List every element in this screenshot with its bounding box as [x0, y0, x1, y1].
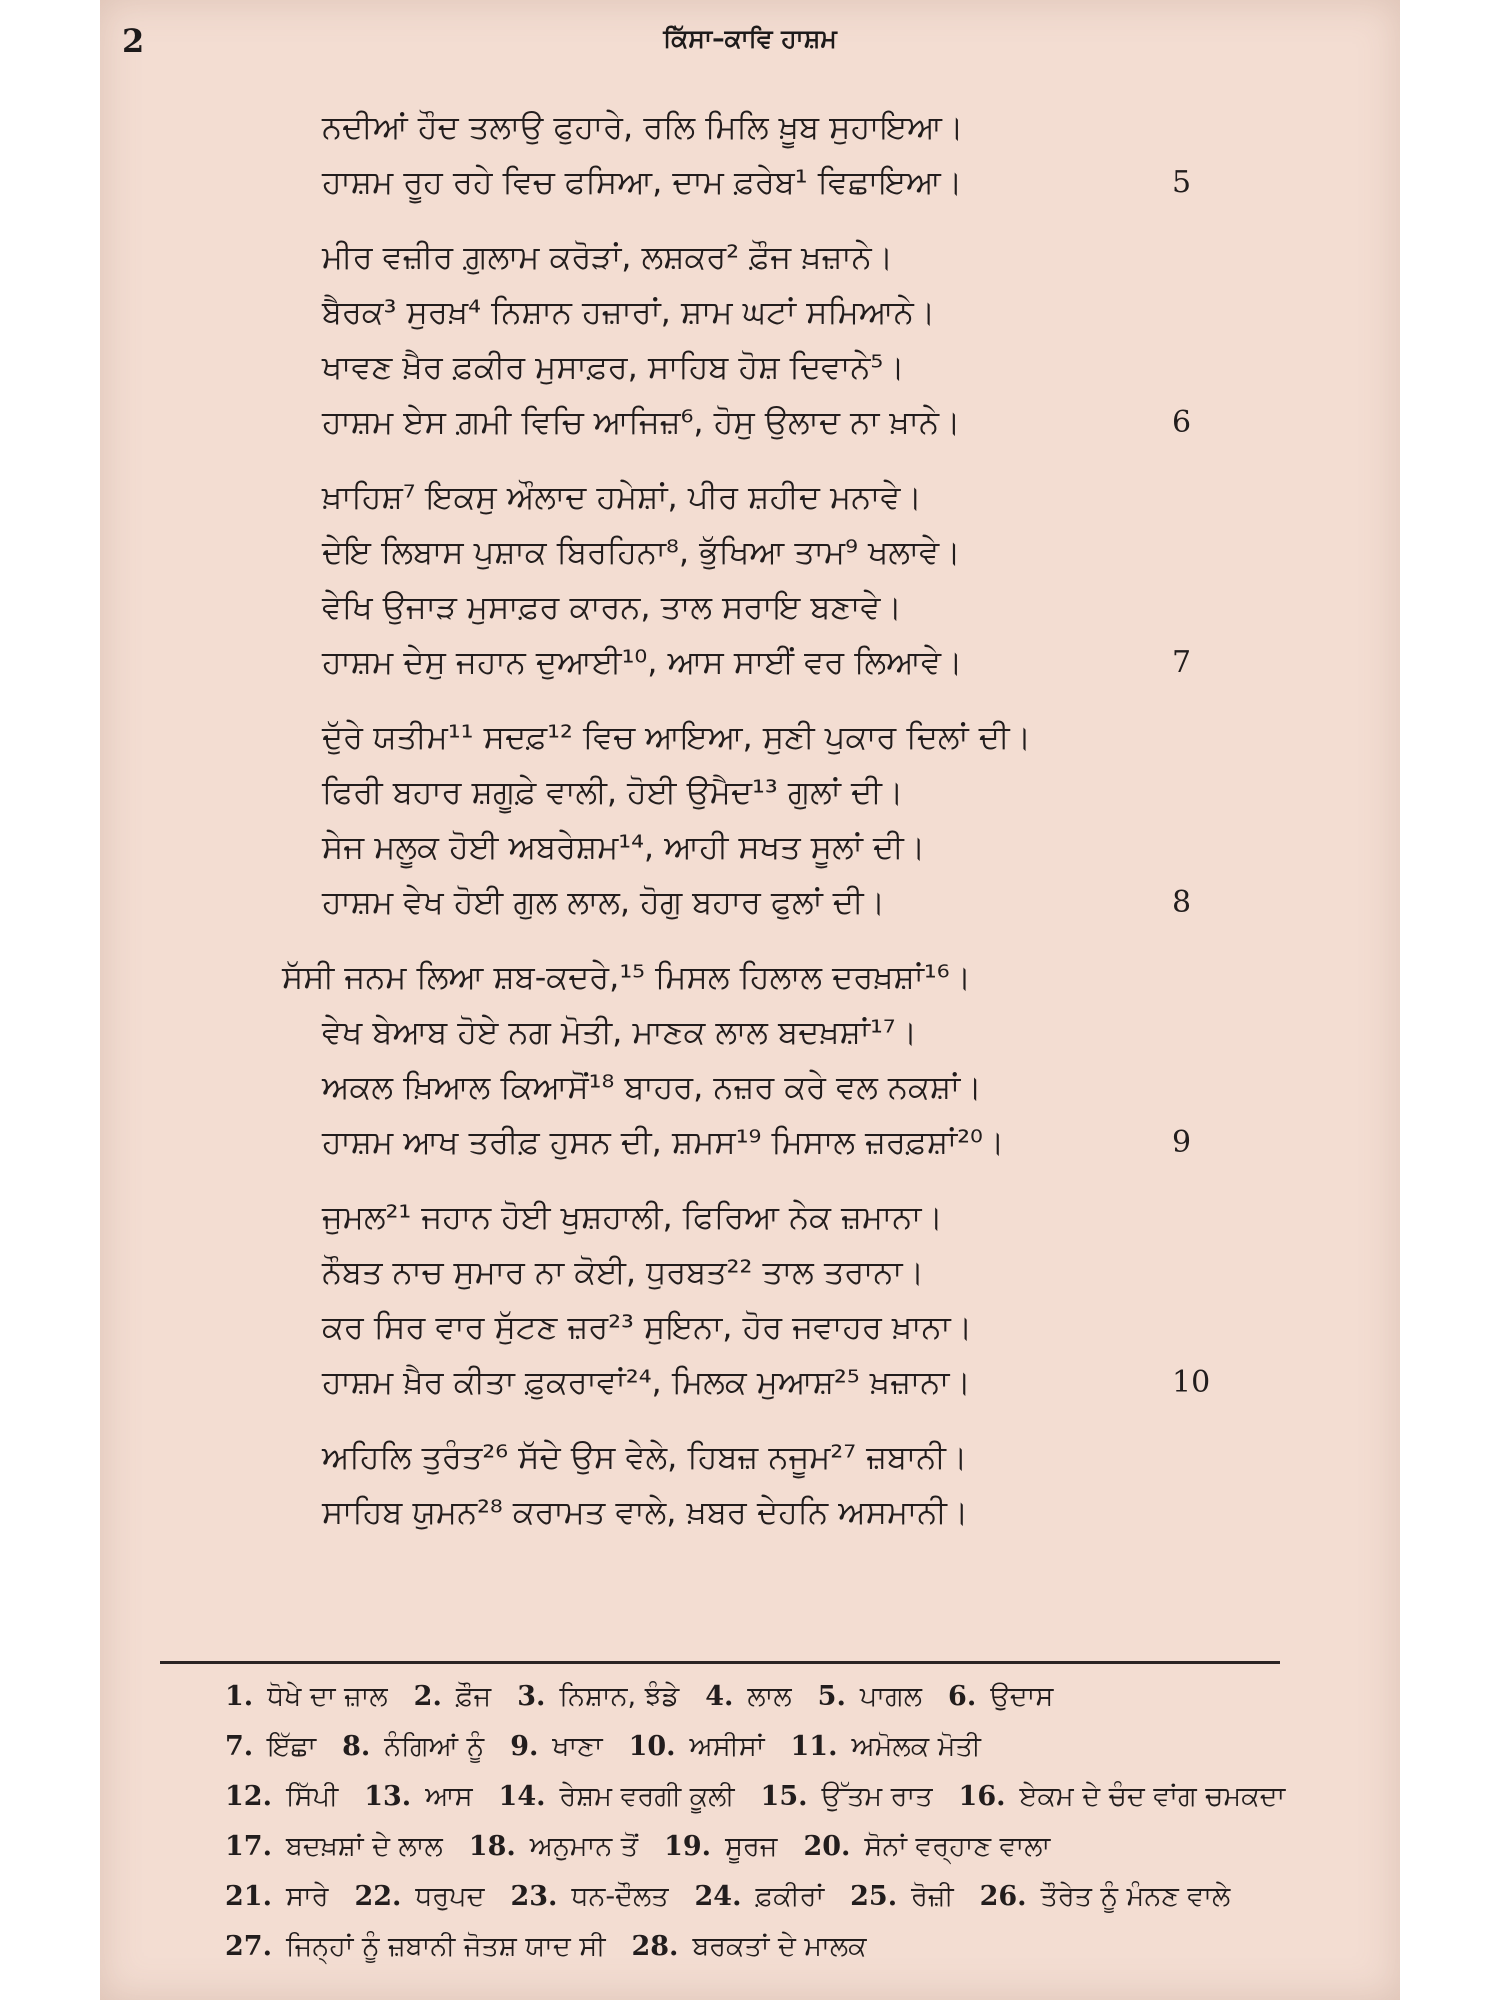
- footnote-text: ਸੋਨਾਂ ਵਰ੍ਹਾਣ ਵਾਲਾ: [864, 1831, 1051, 1862]
- footnote-number: 18.: [468, 1831, 516, 1862]
- footnote-item: [414, 1672, 492, 1722]
- stanza: [322, 100, 1322, 210]
- footnote-item: [695, 1872, 825, 1922]
- footnote-item: [705, 1672, 791, 1722]
- verse-line: [322, 635, 1322, 690]
- verse-text: ਸੇਜ ਮਲੂਕ ਹੋਈ ਅਬਰੇਸ਼ਮ¹⁴, ਆਹੀ ਸਖਤ ਸੂਲਾਂ ਦੀ।: [322, 828, 926, 866]
- verse-line: [322, 710, 1322, 765]
- footnote-line: [225, 1872, 1385, 1922]
- verse-text: ਨੌਬਤ ਨਾਚ ਸੁਮਾਰ ਨਾ ਕੋਈ, ਧੁਰਬਤ²² ਤਾਲ ਤਰਾਨਾ।: [322, 1253, 925, 1291]
- footnote-item: [959, 1772, 1286, 1822]
- footnote-text: ਆਸ: [425, 1781, 473, 1812]
- footnote-text: ਫ਼ੌਜ: [455, 1681, 492, 1712]
- footnote-item: [791, 1722, 981, 1772]
- footnote-item: [342, 1722, 484, 1772]
- footnote-item: [517, 1672, 679, 1722]
- verse-line: [322, 1190, 1322, 1245]
- stanza: [322, 710, 1322, 930]
- footnote-number: 15.: [760, 1781, 808, 1812]
- verse-text: ਬੈਰਕ³ ਸੁਰਖ਼⁴ ਨਿਸ਼ਾਨ ਹਜ਼ਾਰਾਂ, ਸ਼ਾਮ ਘਟਾਂ ਸਮਿਆਨੇ।: [322, 293, 936, 331]
- verse-line: [322, 1060, 1322, 1115]
- verse-text: ਸਾਹਿਬ ਯੁਮਨ²⁸ ਕਰਾਮਤ ਵਾਲੇ, ਖ਼ਬਰ ਦੇਹਨਿ ਅਸਮਾਨੀ।: [322, 1493, 969, 1531]
- footnote-item: [225, 1672, 388, 1722]
- verse-text: ਨਦੀਆਂ ਹੌਦ ਤਲਾਉ ਫੁਹਾਰੇ, ਰਲਿ ਮਿਲਿ ਖ਼ੂਬ ਸੁਹਾਇਆ।: [322, 108, 964, 146]
- footnote-text: ਸੂਰਜ: [725, 1831, 778, 1862]
- footnote-number: 28.: [631, 1931, 679, 1962]
- footnote-text: ਰੇਸ਼ਮ ਵਰਗੀ ਕੂਲੀ: [559, 1781, 735, 1812]
- verse-line: [322, 820, 1322, 875]
- footnote-number: 17.: [225, 1831, 272, 1862]
- footnote-text: ਧਰੁਪਦ: [415, 1881, 485, 1912]
- footnote-item: [354, 1872, 484, 1922]
- verse-text: ਖਾਵਣ ਖ਼ੈਰ ਫ਼ਕੀਰ ਮੁਸਾਫ਼ਰ, ਸਾਹਿਬ ਹੋਸ਼ ਦਿਵਾਨੇ⁵।: [322, 348, 905, 386]
- footnote-number: 16.: [958, 1781, 1006, 1812]
- footnote-item: [225, 1922, 605, 1972]
- stanza: [282, 950, 1322, 1170]
- footnote-line: [225, 1922, 1385, 1972]
- footnote-number: 13.: [364, 1781, 412, 1812]
- verse-line: [322, 1115, 1322, 1170]
- footnote-text: ਏਕਮ ਦੇ ਚੰਦ ਵਾਂਗ ਚਮਕਦਾ: [1019, 1781, 1286, 1812]
- stanza-number: 5: [1172, 165, 1192, 200]
- verse-line: [322, 395, 1322, 450]
- verse-text: ਖ਼ਾਹਿਸ਼⁷ ਇਕਸੁ ਔਲਾਦ ਹਮੇਸ਼ਾਂ, ਪੀਰ ਸ਼ਹੀਦ ਮਨਾਵੇ।: [322, 478, 922, 516]
- stanza-number: 6: [1172, 405, 1192, 440]
- verse-line: [322, 1485, 1322, 1540]
- footnote-item: [761, 1772, 933, 1822]
- stanza-number: 10: [1172, 1365, 1211, 1400]
- footnote-text: ਅਨੁਮਾਨ ਤੋਂ: [529, 1831, 639, 1862]
- verse-text: ਹਾਸ਼ਮ ਰੂਹ ਰਹੇ ਵਿਚ ਫਸਿਆ, ਦਾਮ ਫ਼ਰੇਬ¹ ਵਿਛਾਇਆ।: [322, 163, 963, 201]
- verse-text: ਜੁਮਲ²¹ ਜਹਾਨ ਹੋਈ ਖੁਸ਼ਹਾਲੀ, ਫਿਰਿਆ ਨੇਕ ਜ਼ਮਾਨਾ।: [322, 1198, 943, 1236]
- footnote-number: 7.: [225, 1731, 254, 1762]
- footnote-item: [850, 1872, 953, 1922]
- footnote-text: ਨੰਗਿਆਂ ਨੂੰ: [384, 1731, 485, 1762]
- verse-line: [322, 470, 1322, 525]
- footnote-divider: [160, 1661, 1280, 1664]
- footnote-item: [510, 1872, 668, 1922]
- footnote-text: ਧਨ-ਦੌਲਤ: [571, 1881, 669, 1912]
- verse-line: [322, 1245, 1322, 1300]
- verse-text: ਵੇਖ ਬੇਆਬ ਹੋਏ ਨਗ ਮੋਤੀ, ਮਾਣਕ ਲਾਲ ਬਦਖ਼ਸ਼ਾਂ¹⁷।: [322, 1013, 918, 1051]
- footnote-number: 24.: [694, 1881, 742, 1912]
- verse-text: ਹਾਸ਼ਮ ਏਸ ਗ਼ਮੀ ਵਿਚਿ ਆਜਿਜ਼⁶, ਹੋਸੁ ਉਲਾਦ ਨਾ ਖ਼ਾਨੇ।: [322, 403, 961, 441]
- footnote-number: 8.: [342, 1731, 371, 1762]
- footnote-text: ਪਾਗਲ: [859, 1681, 923, 1712]
- footnote-number: 6.: [948, 1681, 977, 1712]
- verse-line: [322, 875, 1322, 930]
- footnote-item: [818, 1672, 922, 1722]
- stanza: [322, 230, 1322, 450]
- footnote-text: ਸਾਰੇ: [285, 1881, 329, 1912]
- footnote-item: [225, 1722, 316, 1772]
- stanza: [322, 470, 1322, 690]
- footnote-number: 12.: [225, 1781, 272, 1812]
- verse-line: [322, 765, 1322, 820]
- verse-line: [322, 155, 1322, 210]
- footnote-item: [469, 1822, 638, 1872]
- footnote-item: [510, 1722, 602, 1772]
- footnote-number: 22.: [354, 1881, 402, 1912]
- footnote-number: 1.: [225, 1681, 254, 1712]
- footnote-item: [631, 1922, 866, 1972]
- footnote-item: [664, 1822, 777, 1872]
- footnote-number: 14.: [498, 1781, 546, 1812]
- footnote-number: 11.: [790, 1731, 838, 1762]
- footnote-item: [629, 1722, 765, 1772]
- stanza-number: 9: [1172, 1125, 1192, 1160]
- footnote-text: ਖਾਣਾ: [552, 1731, 603, 1762]
- verse-text: ਅਕਲ ਖ਼ਿਆਲ ਕਿਆਸੋਂ¹⁸ ਬਾਹਰ, ਨਜ਼ਰ ਕਰੇ ਵਲ ਨਕਸ਼ਾਂ।: [322, 1068, 982, 1106]
- footnote-item: [225, 1822, 443, 1872]
- footnote-item: [803, 1822, 1050, 1872]
- footnote-number: 10.: [628, 1731, 676, 1762]
- footnote-text: ਅਮੋਲਕ ਮੋਤੀ: [851, 1731, 981, 1762]
- footnote-text: ਲਾਲ: [747, 1681, 792, 1712]
- verse-body: [282, 100, 1322, 1560]
- footnote-text: ਬਦਖ਼ਸ਼ਾਂ ਦੇ ਲਾਲ: [285, 1831, 443, 1862]
- stanza-number: 7: [1172, 645, 1192, 680]
- verse-text: ਕਰ ਸਿਰ ਵਾਰ ਸੁੱਟਣ ਜ਼ਰ²³ ਸੁਇਨਾ, ਹੋਰ ਜਵਾਹਰ ਖ਼ਾਨਾ।: [322, 1308, 973, 1346]
- verse-text: ਹਾਸ਼ਮ ਵੇਖ ਹੋਈ ਗੁਲ ਲਾਲ, ਹੋਗੁ ਬਹਾਰ ਫੁਲਾਂ ਦੀ।: [322, 883, 886, 921]
- footnote-text: ਇੱਛਾ: [267, 1731, 317, 1762]
- footnote-text: ਜਿਨ੍ਹਾਂ ਨੂੰ ਜ਼ਬਾਨੀ ਜੋਤਸ਼ ਯਾਦ ਸੀ: [285, 1931, 606, 1962]
- footnote-text: ਉਦਾਸ: [990, 1681, 1054, 1712]
- footnote-item: [948, 1672, 1053, 1722]
- footnote-item: [980, 1872, 1231, 1922]
- verse-text: ਹਾਸ਼ਮ ਆਖ ਤਰੀਫ਼ ਹੁਸਨ ਦੀ, ਸ਼ਮਸ¹⁹ ਮਿਸਾਲ ਜ਼ਰਫ਼ਸ਼ਾਂ²⁰।: [322, 1123, 1005, 1161]
- verse-line: [322, 1005, 1322, 1060]
- footnote-text: ਰੋਜ਼ੀ: [911, 1881, 954, 1912]
- footnotes: [225, 1672, 1385, 1972]
- footnote-line: [225, 1722, 1385, 1772]
- verse-line: [322, 525, 1322, 580]
- verse-line: [322, 580, 1322, 635]
- footnote-text: ਉੱਤਮ ਰਾਤ: [821, 1781, 933, 1812]
- footnote-text: ਬਰਕਤਾਂ ਦੇ ਮਾਲਕ: [692, 1931, 867, 1962]
- verse-line: [322, 100, 1322, 155]
- footnote-text: ਅਸੀਸਾਂ: [689, 1731, 765, 1762]
- verse-line: [322, 230, 1322, 285]
- footnote-number: 2.: [413, 1681, 442, 1712]
- footnote-number: 21.: [225, 1881, 272, 1912]
- footnote-text: ਫ਼ਕੀਰਾਂ: [755, 1881, 825, 1912]
- verse-text: ਦੇਇ ਲਿਬਾਸ ਪੁਸ਼ਾਕ ਬਿਰਹਿਨਾ⁸, ਭੁੱਖਿਆ ਤਾਮ⁹ ਖਲਾਵੇ।: [322, 533, 961, 571]
- footnote-item: [225, 1872, 328, 1922]
- footnote-line: [225, 1822, 1385, 1872]
- verse-line: [282, 950, 1282, 1005]
- footnote-item: [225, 1772, 338, 1822]
- running-title: ਕਿੱਸਾ–ਕਾਵਿ ਹਾਸ਼ਮ: [663, 24, 837, 53]
- footnote-number: 3.: [517, 1681, 546, 1712]
- stanza: [322, 1430, 1322, 1540]
- footnote-number: 26.: [979, 1881, 1027, 1912]
- stanza: [322, 1190, 1322, 1410]
- footnote-number: 27.: [225, 1931, 272, 1962]
- verse-text: ਮੀਰ ਵਜ਼ੀਰ ਗ਼ੁਲਾਮ ਕਰੋੜਾਂ, ਲਸ਼ਕਰ² ਫ਼ੌਜ ਖ਼ਜ਼ਾਨੇ।: [322, 238, 894, 276]
- footnote-text: ਤੌਰੇਤ ਨੂੰ ਮੰਨਣ ਵਾਲੇ: [1040, 1881, 1231, 1912]
- footnote-item: [499, 1772, 735, 1822]
- verse-line: [322, 285, 1322, 340]
- footnote-text: ਨਿਸ਼ਾਨ, ਝੰਡੇ: [559, 1681, 680, 1712]
- verse-line: [322, 1355, 1322, 1410]
- verse-text: ਸੱਸੀ ਜਨਮ ਲਿਆ ਸ਼ਬ-ਕਦਰੇ,¹⁵ ਮਿਸਲ ਹਿਲਾਲ ਦਰਖ਼ਸ਼ਾਂ¹⁶।: [282, 958, 972, 996]
- footnote-text: ਸਿੱਪੀ: [285, 1781, 339, 1812]
- verse-text: ਹਾਸ਼ਮ ਖ਼ੈਰ ਕੀਤਾ ਫ਼ੁਕਰਾਵਾਂ²⁴, ਮਿਲਕ ਮੁਆਸ਼²⁵ ਖ਼ਜ਼ਾਨਾ।: [322, 1363, 971, 1401]
- verse-line: [322, 340, 1322, 395]
- footnote-number: 19.: [664, 1831, 712, 1862]
- footnote-number: 5.: [817, 1681, 846, 1712]
- footnote-line: [225, 1772, 1385, 1822]
- footnote-number: 25.: [850, 1881, 898, 1912]
- footnote-number: 4.: [705, 1681, 734, 1712]
- footnote-text: ਧੋਖੇ ਦਾ ਜ਼ਾਲ: [267, 1681, 388, 1712]
- verse-text: ਹਾਸ਼ਮ ਦੇਸੁ ਜਹਾਨ ਦੁਆਈ¹⁰, ਆਸ ਸਾਈਂ ਵਰ ਲਿਆਵੇ।: [322, 643, 963, 681]
- footnote-number: 23.: [510, 1881, 558, 1912]
- footnote-line: [225, 1672, 1385, 1722]
- footnote-number: 9.: [510, 1731, 539, 1762]
- stanza-number: 8: [1172, 885, 1192, 920]
- page-number: 2: [122, 22, 145, 60]
- verse-text: ਦੁੱਰੇ ਯਤੀਮ¹¹ ਸਦਫ਼¹² ਵਿਚ ਆਇਆ, ਸੁਣੀ ਪੁਕਾਰ ਦਿਲਾਂ ਦੀ।: [322, 718, 1032, 756]
- verse-line: [322, 1300, 1322, 1355]
- footnote-item: [364, 1772, 472, 1822]
- footnote-number: 20.: [803, 1831, 851, 1862]
- verse-text: ਵੇਖਿ ਉਜਾੜ ਮੁਸਾਫ਼ਰ ਕਾਰਨ, ਤਾਲ ਸਰਾਇ ਬਣਾਵੇ।: [322, 588, 903, 626]
- verse-text: ਫਿਰੀ ਬਹਾਰ ਸ਼ਗੂਫ਼ੇ ਵਾਲੀ, ਹੋਈ ਉਮੈਦ¹³ ਗੁਲਾਂ ਦੀ।: [322, 773, 904, 811]
- verse-line: [322, 1430, 1322, 1485]
- verse-text: ਅਹਿਲਿ ਤੁਰੰਤ²⁶ ਸੱਦੇ ਉਸ ਵੇਲੇ, ਹਿਬਜ਼ ਨਜੂਮ²⁷ ਜ਼ਬਾਨੀ।: [322, 1438, 968, 1476]
